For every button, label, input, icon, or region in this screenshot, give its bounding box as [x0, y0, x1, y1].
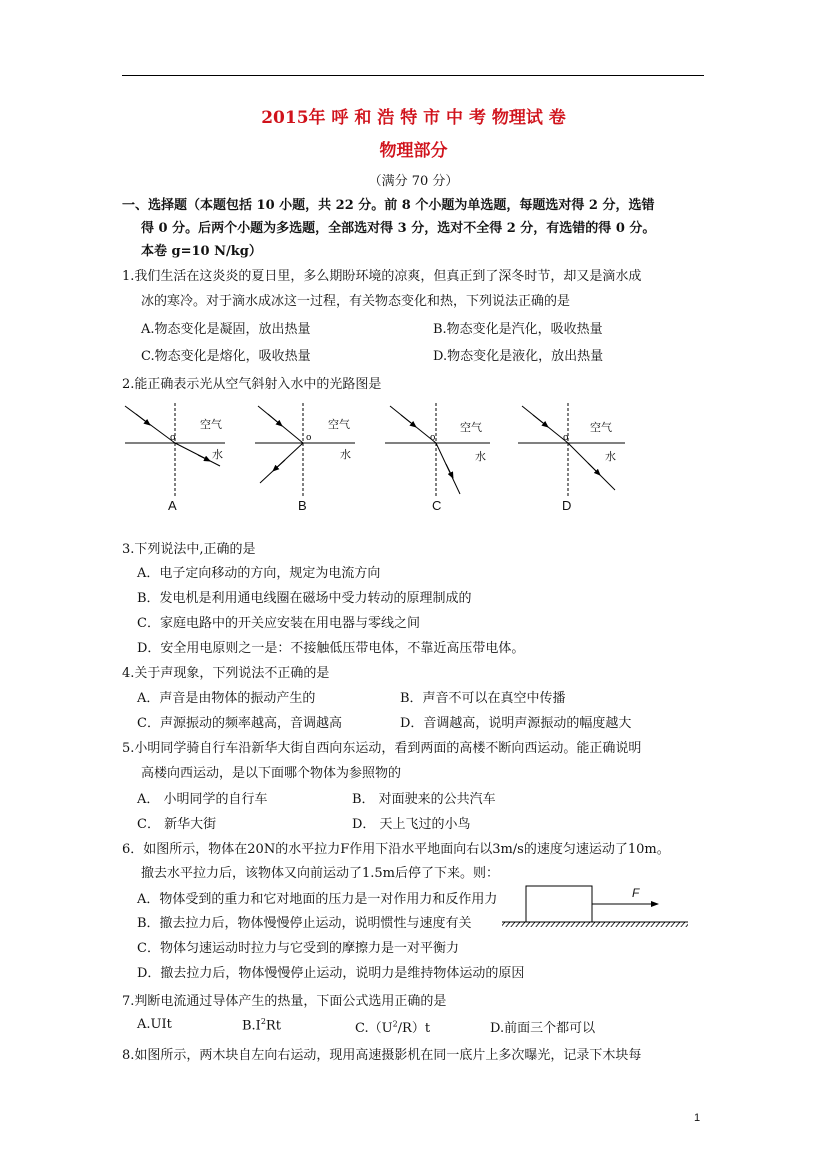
diagram-a-air-label: 空气	[200, 418, 222, 431]
diagram-a-water-label: 水	[212, 448, 223, 461]
q4-option-c: C．声源振动的频率越高，音调越高	[137, 716, 342, 731]
q1-option-c: C.物态变化是熔化，吸收热量	[141, 349, 311, 364]
q5-option-d: D． 天上飞过的小鸟	[352, 817, 471, 832]
diagram-b-o-label: o	[306, 433, 312, 443]
q6-option-d: D．撤去拉力后，物体慢慢停止运动，说明力是维持物体运动的原因	[137, 966, 525, 981]
header-rule	[122, 75, 704, 76]
exam-subtitle: 物理部分	[379, 141, 448, 161]
q6-stem-line2: 撤去水平拉力后，该物体又向前运动了1.5m后停了下来。则：	[141, 866, 500, 881]
diagram-b-air-label: 空气	[328, 418, 350, 431]
section-instructions-line2: 得 0 分。后两个小题为多选题，全部选对得 3 分，选对不全得 2 分，有选错的得 0 分。	[141, 221, 656, 236]
q7-stem: 7.判断电流通过导体产生的热量，下面公式选用正确的是	[122, 994, 447, 1009]
diagram-d-water-label: 水	[605, 450, 616, 463]
diagram-b-label: B	[298, 498, 307, 513]
q1-option-a: A.物态变化是凝固，放出热量	[141, 322, 311, 337]
q4-option-a: A．声音是由物体的振动产生的	[137, 691, 316, 706]
q8-stem-line1: 8.如图所示，两木块自左向右运动，现用高速摄影机在同一底片上多次曝光，记录下木块每	[122, 1048, 642, 1063]
q5-option-b: B． 对面驶来的公共汽车	[352, 792, 496, 807]
diagram-c-water-label: 水	[475, 450, 486, 463]
q5-stem-line2: 高楼向西运动，是以下面哪个物体为参照物的	[141, 766, 402, 781]
q6-option-c: C．物体匀速运动时拉力与它受到的摩擦力是一对平衡力	[137, 941, 459, 956]
block	[526, 886, 592, 922]
diagram-c-air-label: 空气	[460, 421, 482, 434]
force-label: F	[632, 886, 640, 900]
q7-option-a: A.UIt	[137, 1017, 172, 1032]
diagram-a-o-label: o	[170, 433, 176, 443]
q3-stem: 3.下列说法中,正确的是	[122, 542, 256, 557]
q2-light-path-diagrams	[120, 398, 640, 520]
q6-block-diagram	[500, 880, 690, 930]
q6-stem-line1: 6．如图所示，物体在20N的水平拉力F作用下沿水平地面向右以3m/s的速度匀速运动了10m。	[122, 842, 670, 857]
q3-option-b: B．发电机是利用通电线圈在磁场中受力转动的原理制成的	[137, 591, 472, 606]
q1-option-b: B.物态变化是汽化，吸收热量	[433, 322, 603, 337]
q1-stem-line1: 1.我们生活在这炎炎的夏日里，多么期盼环境的凉爽，但真正到了深冬时节，却又是滴水成	[122, 269, 642, 284]
diagram-d-label: D	[562, 498, 572, 513]
q7-option-c: $C.(U^2/R)t$	[355, 1019, 431, 1036]
diagram-d-air-label: 空气	[590, 421, 612, 434]
full-score: （满分 70 分）	[368, 174, 459, 189]
q6-option-b: B．撤去拉力后，物体慢慢停止运动，说明惯性与速度有关	[137, 916, 472, 931]
q5-stem-line1: 5.小明同学骑自行车沿新华大街自西向东运动，看到两面的高楼不断向西运动。能正确说明	[122, 741, 642, 756]
q4-option-d: D．音调越高，说明声源振动的幅度越大	[400, 716, 632, 731]
exam-title: 2015年 呼 和 浩 特 市 中 考 物理试 卷	[261, 108, 566, 128]
diagram-a-label: A	[168, 498, 177, 513]
diagram-c-label: C	[432, 498, 442, 513]
q7-option-b: $B.I^2Rt$	[242, 1017, 281, 1034]
q3-option-c: C．家庭电路中的开关应安装在用电器与零线之间	[137, 616, 420, 631]
q3-option-d: D．安全用电原则之一是：不接触低压带电体，不靠近高压带电体。	[137, 641, 525, 656]
q2-stem: 2.能正确表示光从空气斜射入水中的光路图是	[122, 377, 382, 392]
page-number: 1	[694, 1112, 701, 1124]
diagram-b-water-label: 水	[340, 448, 351, 461]
q7-option-d: D.前面三个都可以	[490, 1021, 596, 1036]
q5-option-a: A． 小明同学的自行车	[137, 792, 268, 807]
diagram-d-o-label: o	[563, 433, 569, 443]
section-instructions-line3: 本卷 g=10 N/kg）	[141, 244, 262, 259]
q5-option-c: C． 新华大街	[137, 817, 217, 832]
diagram-c-o-label: o	[430, 433, 436, 443]
q1-stem-line2: 冰的寒冷。对于滴水成冰这一过程，有关物态变化和热，下列说法正确的是	[141, 294, 571, 309]
q6-option-a: A．物体受到的重力和它对地面的压力是一对作用力和反作用力	[137, 892, 498, 907]
q4-stem: 4.关于声现象，下列说法不正确的是	[122, 666, 330, 681]
q4-option-b: B．声音不可以在真空中传播	[400, 691, 566, 706]
q1-option-d: D.物态变化是液化，放出热量	[433, 349, 604, 364]
q3-option-a: A．电子定向移动的方向，规定为电流方向	[137, 566, 381, 581]
section-instructions-line1: 一、选择题（本题包括 10 小题，共 22 分。前 8 个小题为单选题，每题选对得 2 分，选错	[122, 198, 655, 213]
ground-hatch	[502, 922, 688, 927]
